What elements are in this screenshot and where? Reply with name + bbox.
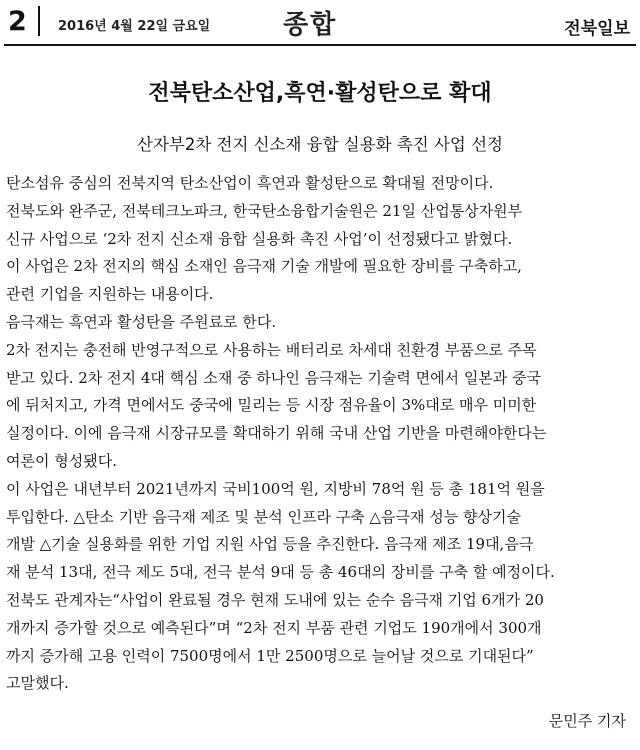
- body-line: 관련 기업을 지원하는 내용이다.: [6, 285, 214, 304]
- body-line: 투입한다. △탄소 기반 음극재 제조 및 분석 인프라 구축 △음극재 성능 향상기술: [6, 507, 521, 526]
- body-line: 전북도 관계자는“사업이 완료될 경우 현재 도내에 있는 순수 음극재 기업 6개가 20: [6, 590, 544, 609]
- body-line: 전북도와 완주군, 전북테크노파크, 한국탄소융합기술원은 21일 산업통상자원부: [6, 201, 523, 220]
- body-line: 개까지 증가할 것으로 예측된다”며 “2차 전지 부품 관련 기업도 190개에서 300개: [6, 618, 542, 637]
- page-header: [0, 0, 640, 44]
- header-divider: [38, 6, 40, 36]
- issue-date: 2016년 4월 22일 금요일: [58, 19, 211, 34]
- body-line: 이 사업은 2차 전지의 핵심 소재인 음극재 기술 개발에 필요한 장비를 구축하고,: [6, 257, 522, 276]
- body-line: 재 분석 13대, 전극 제도 5대, 전극 분석 9대 등 총 46대의 장비를 구축 할 예정이다.: [6, 563, 555, 582]
- body-line: 개발 △기술 실용화를 위한 기업 지원 사업 등을 추진한다. 음극재 제조 19대,음극: [6, 535, 534, 554]
- section-title: 종합: [283, 10, 338, 40]
- body-line: 여론이 형성됐다.: [6, 451, 117, 470]
- article-body: [6, 170, 634, 698]
- article-byline: 문민주 기자: [548, 712, 626, 730]
- body-line: 고말했다.: [6, 674, 69, 693]
- body-line: 이 사업은 내년부터 2021년까지 국비100억 원, 지방비 78억 원 등 총 181억 원을: [6, 479, 545, 498]
- body-line: 탄소섬유 중심의 전북지역 탄소산업이 흑연과 활성탄으로 확대될 전망이다.: [6, 174, 494, 192]
- body-line: 실정이다. 이에 음극재 시장규모를 확대하기 위해 국내 산업 기반을 마련해야한다는: [6, 424, 547, 443]
- header-rule: [4, 44, 636, 46]
- article-subheadline: 산자부2차 전지 신소재 융합 실용화 촉진 사업 선정: [137, 135, 503, 154]
- body-line: 에 뒤처지고, 가격 면에서도 중국에 밀리는 등 시장 점유율이 3%대로 매우 미미한: [6, 396, 537, 415]
- body-line: 2차 전지는 충전해 반영구적으로 사용하는 배터리로 차세대 친환경 부품으로 주목: [6, 340, 537, 359]
- body-line: 신규 사업으로 ‘2차 전지 신소재 융합 실용화 촉진 사업’이 선정됐다고 밝혔다.: [6, 229, 513, 248]
- body-line: 까지 증가해 고용 인력이 7500명에서 1만 2500명으로 늘어날 것으로 기대된다”: [6, 646, 534, 665]
- page-number: 2: [8, 6, 27, 37]
- newspaper-name: 전북일보: [564, 19, 630, 39]
- article-headline: 전북탄소산업,흑연·활성탄으로 확대: [148, 81, 492, 106]
- body-line: 받고 있다. 2차 전지 4대 핵심 소재 중 하나인 음극재는 기술력 면에서 일본과 중국: [6, 368, 542, 387]
- body-line: 음극재는 흑연과 활성탄을 주원료로 한다.: [6, 312, 277, 331]
